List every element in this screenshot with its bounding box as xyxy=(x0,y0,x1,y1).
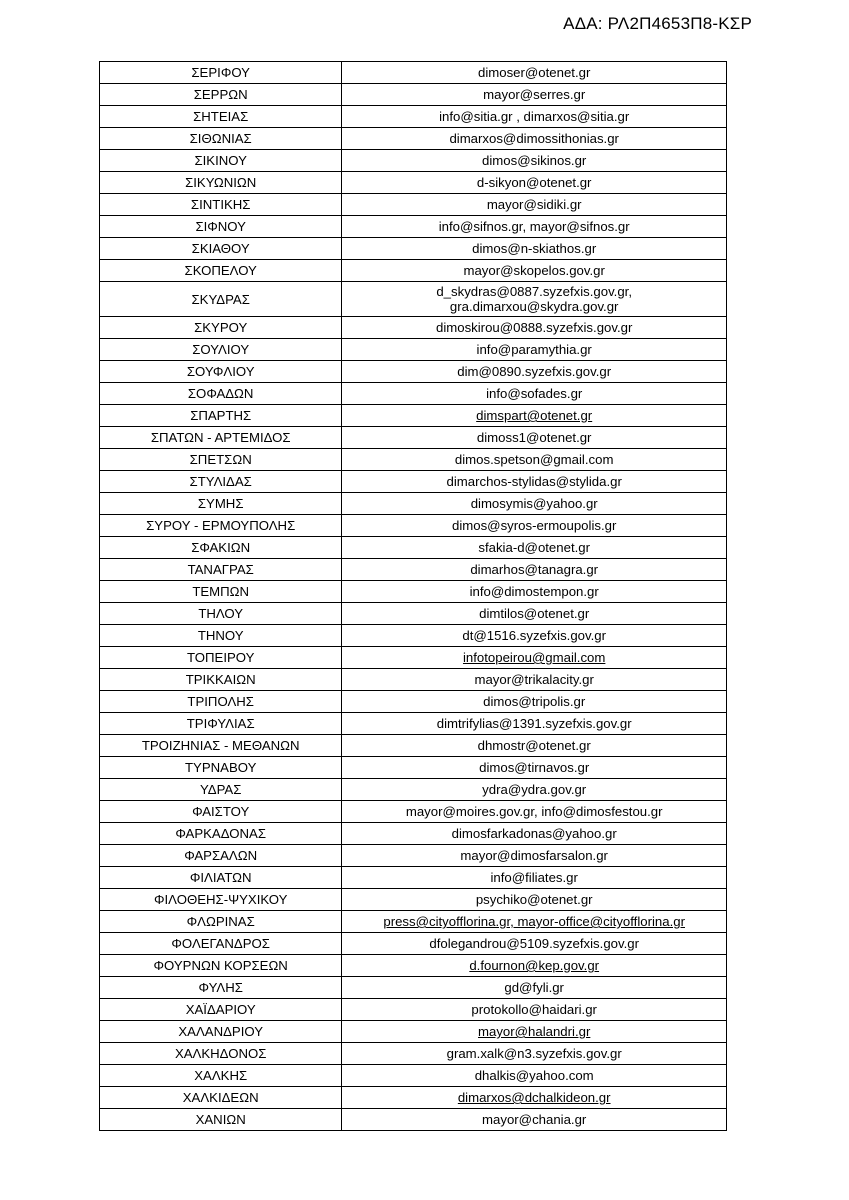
municipality-name: ΣΟΥΛΙΟΥ xyxy=(100,339,342,361)
email-cell xyxy=(342,867,727,889)
table-row xyxy=(100,339,727,361)
email-address: dimos@tirnavos.gr xyxy=(479,760,590,775)
municipality-name: ΣΟΥΦΛΙΟΥ xyxy=(100,361,342,383)
municipality-name: ΤΡΙΦΥΛΙΑΣ xyxy=(100,713,342,735)
municipality-name: ΣΕΡΙΦΟΥ xyxy=(100,62,342,84)
table-row xyxy=(100,559,727,581)
municipality-name: ΤΟΠΕΙΡΟΥ xyxy=(100,647,342,669)
email-cell xyxy=(342,955,727,977)
email-cell xyxy=(342,779,727,801)
email-cell xyxy=(342,889,727,911)
email-cell xyxy=(342,427,727,449)
municipality-name: ΤΡΙΚΚΑΙΩΝ xyxy=(100,669,342,691)
email-cell xyxy=(342,1109,727,1131)
email-cell xyxy=(342,282,727,317)
email-address: info@filiates.gr xyxy=(490,870,578,885)
email-link[interactable]: infotopeirou@gmail.com xyxy=(462,650,606,665)
email-address: dimosymis@yahoo.gr xyxy=(470,496,598,511)
municipality-name: ΣΚΟΠΕΛΟΥ xyxy=(100,260,342,282)
email-address: dimtilos@otenet.gr xyxy=(479,606,590,621)
table-row xyxy=(100,84,727,106)
email-cell xyxy=(342,669,727,691)
email-address: dimos@syros-ermoupolis.gr xyxy=(452,518,617,533)
table-row xyxy=(100,1087,727,1109)
email-cell xyxy=(342,691,727,713)
email-cell xyxy=(342,603,727,625)
email-cell xyxy=(342,194,727,216)
municipality-name: ΣΠΕΤΣΩΝ xyxy=(100,449,342,471)
table-row xyxy=(100,625,727,647)
table-row xyxy=(100,238,727,260)
email-cell xyxy=(342,128,727,150)
email-address: protokollo@haidari.gr xyxy=(471,1002,597,1017)
email-cell xyxy=(342,537,727,559)
table-row xyxy=(100,515,727,537)
municipality-name: ΦΥΛΗΣ xyxy=(100,977,342,999)
table-row xyxy=(100,172,727,194)
email-cell xyxy=(342,84,727,106)
email-cell xyxy=(342,238,727,260)
email-address: info@sifnos.gr, mayor@sifnos.gr xyxy=(438,219,630,234)
municipality-name: ΧΑΛΑΝΔΡΙΟΥ xyxy=(100,1021,342,1043)
email-address: dimos@sikinos.gr xyxy=(482,153,587,168)
table-row xyxy=(100,317,727,339)
table-row xyxy=(100,260,727,282)
municipality-name: ΣΕΡΡΩΝ xyxy=(100,84,342,106)
email-cell xyxy=(342,150,727,172)
email-cell xyxy=(342,172,727,194)
table-row xyxy=(100,1021,727,1043)
municipality-name: ΣΥΜΗΣ xyxy=(100,493,342,515)
email-cell xyxy=(342,106,727,128)
email-cell xyxy=(342,493,727,515)
municipality-name: ΣΙΝΤΙΚΗΣ xyxy=(100,194,342,216)
municipality-name: ΤΡΟΙΖΗΝΙΑΣ - ΜΕΘΑΝΩΝ xyxy=(100,735,342,757)
municipality-name: ΧΑΛΚΗΔΟΝΟΣ xyxy=(100,1043,342,1065)
table-row xyxy=(100,845,727,867)
municipality-name: ΦΙΛΟΘΕΗΣ-ΨΥΧΙΚΟΥ xyxy=(100,889,342,911)
email-cell xyxy=(342,559,727,581)
email-address: dimoss1@otenet.gr xyxy=(476,430,592,445)
email-cell xyxy=(342,647,727,669)
table-row xyxy=(100,493,727,515)
email-address: dimarxos@dimossithonias.gr xyxy=(449,131,619,146)
table-row xyxy=(100,647,727,669)
email-address: mayor@dimosfarsalon.gr xyxy=(460,848,608,863)
email-address: dimoskirou@0888.syzefxis.gov.gr xyxy=(435,320,633,335)
municipality-name: ΤΗΝΟΥ xyxy=(100,625,342,647)
email-address: info@sofades.gr xyxy=(486,386,583,401)
table-row xyxy=(100,691,727,713)
email-cell xyxy=(342,515,727,537)
email-address: ydra@ydra.gov.gr xyxy=(482,782,587,797)
table-row xyxy=(100,471,727,493)
municipality-name: ΣΙΘΩΝΙΑΣ xyxy=(100,128,342,150)
email-cell xyxy=(342,757,727,779)
email-link[interactable]: mayor@halandri.gr xyxy=(478,1024,591,1039)
table-row xyxy=(100,282,727,317)
email-cell xyxy=(342,999,727,1021)
email-cell xyxy=(342,216,727,238)
municipality-name: ΣΚΥΡΟΥ xyxy=(100,317,342,339)
table-row xyxy=(100,581,727,603)
table-row xyxy=(100,150,727,172)
email-cell xyxy=(342,317,727,339)
email-cell xyxy=(342,62,727,84)
table-row xyxy=(100,889,727,911)
table-row xyxy=(100,911,727,933)
email-cell xyxy=(342,471,727,493)
email-link[interactable]: d.fournon@kep.gov.gr xyxy=(469,958,600,973)
email-link[interactable]: dimspart@otenet.gr xyxy=(476,408,593,423)
email-cell xyxy=(342,260,727,282)
email-address: mayor@chania.gr xyxy=(482,1112,587,1127)
table-row xyxy=(100,933,727,955)
municipality-name: ΧΑΛΚΗΣ xyxy=(100,1065,342,1087)
email-address: dhmostr@otenet.gr xyxy=(477,738,591,753)
email-link[interactable]: press@cityofflorina.gr, mayor-office@cityofflorina.gr xyxy=(383,914,685,929)
email-address: mayor@trikalacity.gr xyxy=(474,672,594,687)
municipality-name: ΦΟΛΕΓΑΝΔΡΟΣ xyxy=(100,933,342,955)
email-address: mayor@sidiki.gr xyxy=(486,197,582,212)
email-cell xyxy=(342,581,727,603)
table-row xyxy=(100,669,727,691)
table-row xyxy=(100,194,727,216)
email-cell xyxy=(342,911,727,933)
email-address: info@sitia.gr , dimarxos@sitia.gr xyxy=(439,109,630,124)
email-address: mayor@moires.gov.gr, info@dimosfestou.gr xyxy=(405,804,663,819)
email-cell xyxy=(342,933,727,955)
table-row xyxy=(100,128,727,150)
email-address: dimos.spetson@gmail.com xyxy=(454,452,614,467)
email-address: gram.xalk@n3.syzefxis.gov.gr xyxy=(446,1046,622,1061)
table-row xyxy=(100,383,727,405)
municipality-name: ΦΑΡΚΑΔΟΝΑΣ xyxy=(100,823,342,845)
email-address: mayor@serres.gr xyxy=(483,87,586,102)
municipality-name: ΦΑΡΣΑΛΩΝ xyxy=(100,845,342,867)
municipality-name: ΣΠΑΤΩΝ - ΑΡΤΕΜΙΔΟΣ xyxy=(100,427,342,449)
municipality-name: ΣΟΦΑΔΩΝ xyxy=(100,383,342,405)
email-cell xyxy=(342,845,727,867)
table-row xyxy=(100,106,727,128)
municipality-email-table xyxy=(99,61,727,1131)
email-cell xyxy=(342,713,727,735)
table-row xyxy=(100,955,727,977)
table-row xyxy=(100,449,727,471)
email-address: d_skydras@0887.syzefxis.gov.gr, xyxy=(436,284,633,299)
email-address: mayor@skopelos.gov.gr xyxy=(463,263,605,278)
municipality-name: ΧΑΝΙΩΝ xyxy=(100,1109,342,1131)
email-cell xyxy=(342,1065,727,1087)
email-cell xyxy=(342,1087,727,1109)
municipality-name: ΤΑΝΑΓΡΑΣ xyxy=(100,559,342,581)
email-address: dhalkis@yahoo.com xyxy=(474,1068,594,1083)
email-cell xyxy=(342,1043,727,1065)
municipality-name: ΣΠΑΡΤΗΣ xyxy=(100,405,342,427)
email-address: gd@fyli.gr xyxy=(504,980,564,995)
email-address: dimarhos@tanagra.gr xyxy=(470,562,599,577)
email-cell xyxy=(342,977,727,999)
table-row xyxy=(100,1065,727,1087)
table-row xyxy=(100,1043,727,1065)
table-body xyxy=(100,62,727,1131)
email-cell xyxy=(342,449,727,471)
table-row xyxy=(100,735,727,757)
email-link[interactable]: dimarxos@dchalkideon.gr xyxy=(457,1090,611,1105)
municipality-name: ΣΙΚΥΩΝΙΩΝ xyxy=(100,172,342,194)
email-address: dim@0890.syzefxis.gov.gr xyxy=(457,364,612,379)
municipality-name: ΦΙΛΙΑΤΩΝ xyxy=(100,867,342,889)
municipality-name: ΥΔΡΑΣ xyxy=(100,779,342,801)
municipality-name: ΤΥΡΝΑΒΟΥ xyxy=(100,757,342,779)
email-address: d-sikyon@otenet.gr xyxy=(476,175,592,190)
table-row xyxy=(100,801,727,823)
email-address: info@dimostempon.gr xyxy=(469,584,599,599)
email-cell xyxy=(342,383,727,405)
municipality-name: ΣΦΑΚΙΩΝ xyxy=(100,537,342,559)
municipality-name: ΧΑΛΚΙΔΕΩΝ xyxy=(100,1087,342,1109)
table-row xyxy=(100,757,727,779)
email-address: sfakia-d@otenet.gr xyxy=(478,540,590,555)
municipality-name: ΧΑΪΔΑΡΙΟΥ xyxy=(100,999,342,1021)
municipality-name: ΣΗΤΕΙΑΣ xyxy=(100,106,342,128)
email-address: dimosfarkadonas@yahoo.gr xyxy=(451,826,617,841)
table-row xyxy=(100,779,727,801)
municipality-name: ΤΡΙΠΟΛΗΣ xyxy=(100,691,342,713)
table-row xyxy=(100,867,727,889)
table-row xyxy=(100,427,727,449)
email-address: info@paramythia.gr xyxy=(476,342,592,357)
email-cell xyxy=(342,801,727,823)
municipality-name: ΣΤΥΛΙΔΑΣ xyxy=(100,471,342,493)
municipality-name: ΦΟΥΡΝΩΝ ΚΟΡΣΕΩΝ xyxy=(100,955,342,977)
municipality-name: ΦΛΩΡΙΝΑΣ xyxy=(100,911,342,933)
email-address-secondary: gra.dimarxou@skydra.gov.gr xyxy=(449,299,619,314)
table-row xyxy=(100,405,727,427)
email-address: dimos@n-skiathos.gr xyxy=(472,241,597,256)
email-address: dfolegandrou@5109.syzefxis.gov.gr xyxy=(429,936,639,951)
email-address: dt@1516.syzefxis.gov.gr xyxy=(462,628,606,643)
municipality-name: ΣΙΦΝΟΥ xyxy=(100,216,342,238)
document-ada-code: ΑΔΑ: ΡΛ2Π4653Π8-ΚΣΡ xyxy=(563,14,752,33)
email-address: dimoser@otenet.gr xyxy=(478,65,591,80)
email-cell xyxy=(342,625,727,647)
municipality-name: ΣΚΥΔΡΑΣ xyxy=(100,282,342,317)
email-address: dimos@tripolis.gr xyxy=(483,694,586,709)
table-row xyxy=(100,823,727,845)
table-row xyxy=(100,216,727,238)
email-cell xyxy=(342,405,727,427)
table-row xyxy=(100,361,727,383)
municipality-name: ΤΕΜΠΩΝ xyxy=(100,581,342,603)
table-row xyxy=(100,62,727,84)
email-cell xyxy=(342,1021,727,1043)
table-row xyxy=(100,977,727,999)
email-address: dimarchos-stylidas@stylida.gr xyxy=(446,474,622,489)
municipality-name: ΣΚΙΑΘΟΥ xyxy=(100,238,342,260)
email-cell xyxy=(342,361,727,383)
email-cell xyxy=(342,735,727,757)
table-row xyxy=(100,603,727,625)
municipality-name: ΣΥΡΟΥ - ΕΡΜΟΥΠΟΛΗΣ xyxy=(100,515,342,537)
municipality-name: ΤΗΛΟΥ xyxy=(100,603,342,625)
email-address: dimtrifylias@1391.syzefxis.gov.gr xyxy=(436,716,632,731)
email-address: psychiko@otenet.gr xyxy=(475,892,593,907)
municipality-name: ΣΙΚΙΝΟΥ xyxy=(100,150,342,172)
table-row xyxy=(100,713,727,735)
email-cell xyxy=(342,823,727,845)
table-row xyxy=(100,537,727,559)
table-row xyxy=(100,999,727,1021)
municipality-name: ΦΑΙΣΤΟΥ xyxy=(100,801,342,823)
email-cell xyxy=(342,339,727,361)
table-row xyxy=(100,1109,727,1131)
